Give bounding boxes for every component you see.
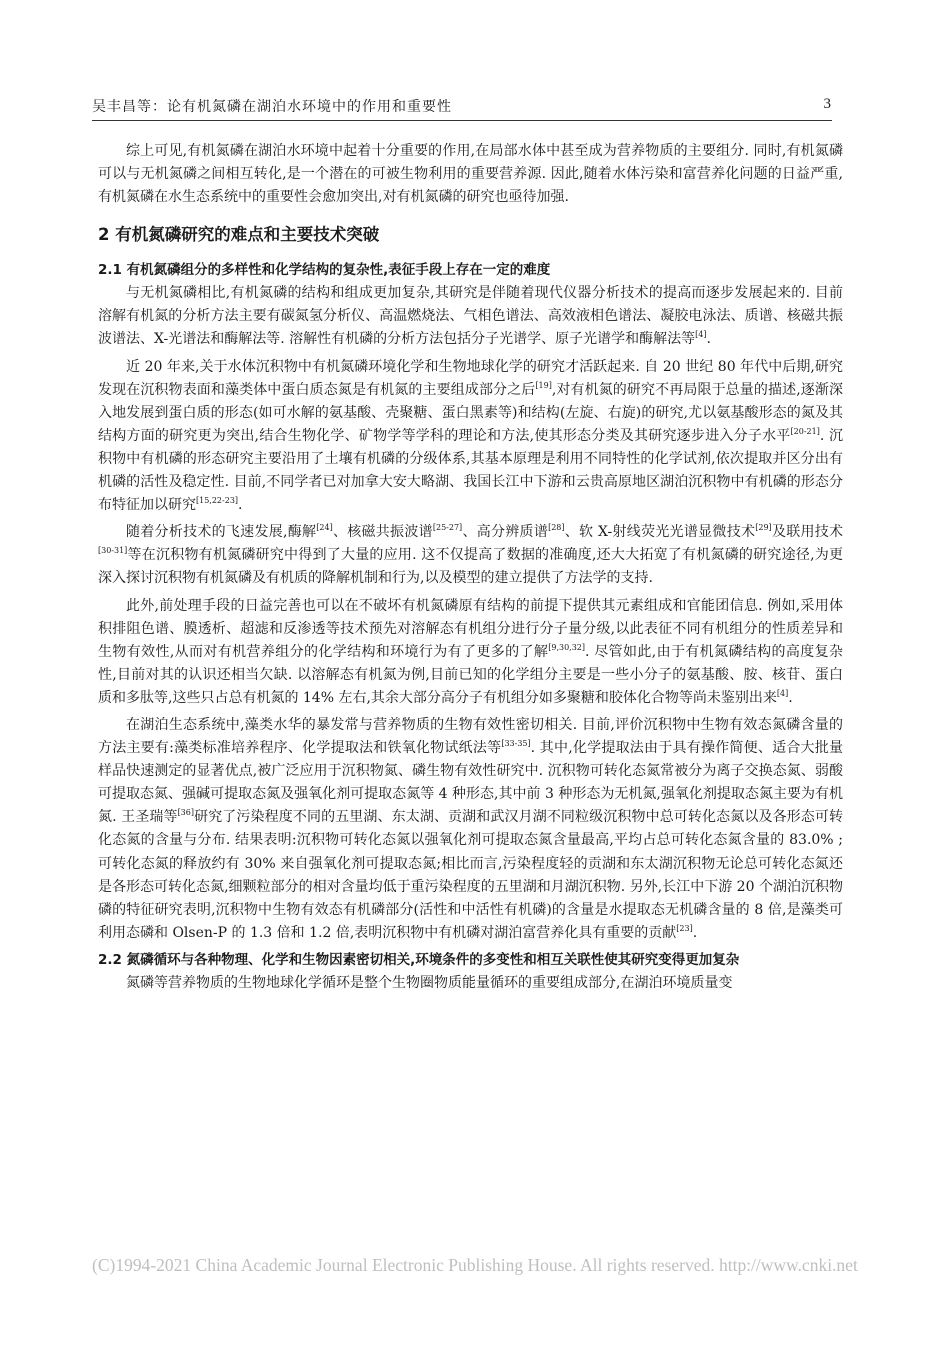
citation-ref: [23] (676, 923, 693, 933)
paragraph-text: 近 20 年来,关于水体沉积物中有机氮磷环境化学和生物地球化学的研究才活跃起来. 自 20 世纪 80 年代中后期,研究发现在沉积物表面和藻类体中蛋白质态氮是有机氮的主要组成部分之后 (98, 358, 843, 398)
paragraph-techniques (98, 521, 843, 590)
citation-ref: [9,30,32] (548, 642, 586, 652)
citation-ref: [30-31] (98, 546, 128, 556)
paragraph-text: 随着分析技术的飞速发展,酶解 (126, 524, 317, 541)
paragraph-text: . (692, 924, 698, 941)
paragraph-analysis-methods (98, 282, 843, 351)
citation-ref: [29] (755, 523, 772, 533)
paragraph-bioavailability (98, 714, 843, 945)
paragraph-text: . (238, 497, 243, 514)
paragraph-text: 此外,前处理手段的日益完善也可以在不破坏有机氮磷原有结构的前提下提供其元素组成和官能团信息. 例如,采用体积排阻色谱、膜透析、超滤和反渗透等技术预先对溶解态有机组分进行分子量分级,以此表征不同有机组分的性质差异和生物有效性,从而对有机营养组分的化学结构和环境行为有了更多的了解 (98, 597, 843, 660)
citation-ref: [19] (535, 380, 552, 390)
running-header (92, 96, 832, 121)
article-body (98, 140, 843, 995)
citation-ref: [36] (177, 808, 194, 818)
paragraph-text: 、核磁共振波谱 (332, 524, 433, 541)
citation-ref: [4] (776, 688, 789, 698)
paragraph-text: 及联用技术 (771, 524, 844, 541)
citation-ref: [33-35] (501, 739, 531, 749)
paragraph-text: 与无机氮磷相比,有机氮磷的结构和组成更加复杂,其研究是伴随着现代仪器分析技术的提高而逐步发展起来的. 目前溶解有机氮的分析方法主要有碳氮氢分析仪、高温燃烧法、气相色谱法、高效液相色谱法、凝胶电泳法、质谱、核磁共振波谱法、X-光谱法和酶解法等. 溶解性有机磷的分析方法包括分子光谱学、原子光谱学和酶解法等 (98, 285, 843, 348)
paragraph-text: 在湖泊生态系统中,藻类水华的暴发常与营养物质的生物有效性密切相关. 目前,评价沉积物中生物有效态氮磷含量的方法主要有:藻类标准培养程序、化学提取法和铁氧化物试纸法等 (98, 716, 843, 757)
paragraph-pretreatment (98, 595, 843, 710)
paragraph-text: 研究了污染程度不同的五里湖、东太湖、贡湖和武汉月湖不同粒级沉积物中总可转化态氮以及各形态可转化态氮的含量与分布. 结果表明:沉积物可转化态氮以强氧化剂可提取态氮含量最高,平均占总可转化态氮含量的 83.0% ;可转化态氮的释放约有 30% 来自强氧化剂可提取态氮;相比而言,污染程度轻的贡湖和东太湖沉积物无论总可转化态氮还是各形态可转化态氮,细颗粒部分的相对含量均低于重污染程度的五里湖和月湖沉积物. 另外,长江中下游 20 个湖泊沉积物磷的特征研究表明,沉积物中生物有效态有机磷部分(活性和中活性有机磷)的含量是水提取态无机磷含量的 8 倍,是藻类可利用态磷和 Olsen-P 的 1.3 倍和 1.2 倍,表明沉积物中有机磷对湖泊富营养化具有重要的贡献 (98, 809, 843, 941)
paragraph-sediment-research (98, 356, 843, 518)
paragraph-text: ,对有机氮的研究不再局限于总量的描述,逐渐深入地发展到蛋白质的形态(如可水解的氨基酸、壳聚糖、蛋白黑素等)和结构(左旋、右旋)的研究,尤以氨基酸形态的氮及其结构方面的研究更为突出,结合生物化学、矿物学等学科的理论和方法,使其形态分类及其研究逐步进入分子水平 (98, 381, 844, 444)
paragraph-text: 、高分辨质谱 (462, 524, 549, 541)
paragraph-text: 等在沉积物有机氮磷研究中得到了大量的应用. 这不仅提高了数据的准确度,还大大拓宽了有机氮磷的研究途径,为更深入探讨沉积物有机氮磷及有机质的降解机制和行为,以及模型的建立提供了方法学的支持. (98, 547, 843, 587)
citation-ref: [15,22-23] (196, 496, 239, 506)
citation-ref: [20-21] (790, 426, 820, 436)
subsection-heading-2-2: 2.2 氮磷循环与各种物理、化学和生物因素密切相关,环境条件的多变性和相互关联性使其研究变得更加复杂 (98, 951, 740, 968)
paragraph-text: . 尽管如此,由于有机氮磷结构的高度复杂性,目前对其的认识还相当欠缺. 以溶解态有机氮为例,目前已知的化学组分主要是一些小分子的氨基酸、胺、核苷、蛋白质和多肽等,这些只占总有机氮的 14% 左右,其余大部分高分子有机组分如多聚糖和胶体化合物等尚未鉴别出来 (98, 643, 843, 706)
citation-ref: [4] (695, 330, 707, 340)
paragraph-text: . (788, 689, 793, 706)
section-heading-2: 2 有机氮磷研究的难点和主要技术突破 (98, 225, 380, 245)
paragraph-biogeochemical-cycle: 氮磷等营养物质的生物地球化学循环是整个生物圈物质能量循环的重要组成部分,在湖泊环境质量变 (126, 974, 733, 991)
paragraph-text: . 沉积物中有机磷的形态研究主要沿用了土壤有机磷的分级体系,其基本原理是利用不同特性的化学试剂,依次提取并区分出有机磷的活性及稳定性. 目前,不同学者已对加拿大安大略湖、我国长江中下游和云贵高原地区湖泊沉积物中有机磷的形态分布特征加以研究 (98, 427, 843, 514)
paragraph-summary: 综上可见,有机氮磷在湖泊水环境中起着十分重要的作用,在局部水体中甚至成为营养物质的主要组分. 同时,有机氮磷可以与无机氮磷之间相互转化,是一个潜在的可被生物利用的重要营养源. 因此,随着水体污染和富营养化问题的日益严重,有机氮磷在水生态系统中的重要性会愈加突出,对有机氮磷的研究也亟待加强. (98, 143, 843, 206)
paragraph-text: 、软 X-射线荧光光谱显微技术 (564, 524, 756, 541)
paragraph-text: . 其中,化学提取法由于具有操作简便、适合大批量样品快速测定的显著优点,被广泛应用于沉积物氮、磷生物有效性研究中. 沉积物可转化态氮常被分为离子交换态氮、弱酸可提取态氮、强碱可提取态氮及强氧化剂可提取态氮等 4 种形态,其中前 3 种形态为无机氮,强氧化剂提取态氮主要为有机氮. 王圣瑞等 (98, 740, 843, 826)
subsection-heading-2-1: 2.1 有机氮磷组分的多样性和化学结构的复杂性,表征手段上存在一定的难度 (98, 262, 551, 279)
paragraph-text: . (706, 331, 711, 348)
citation-ref: [25-27] (432, 523, 463, 533)
page-number: 3 (823, 96, 832, 112)
citation-ref: [28] (548, 523, 565, 533)
citation-ref: [24] (316, 523, 333, 533)
running-title: 吴丰昌等：论有机氮磷在湖泊水环境中的作用和重要性 (92, 99, 452, 115)
copyright-watermark: (C)1994-2021 China Academic Journal Electronic Publishing House. All rights reserved. http://www.cnki.net (92, 1255, 858, 1275)
